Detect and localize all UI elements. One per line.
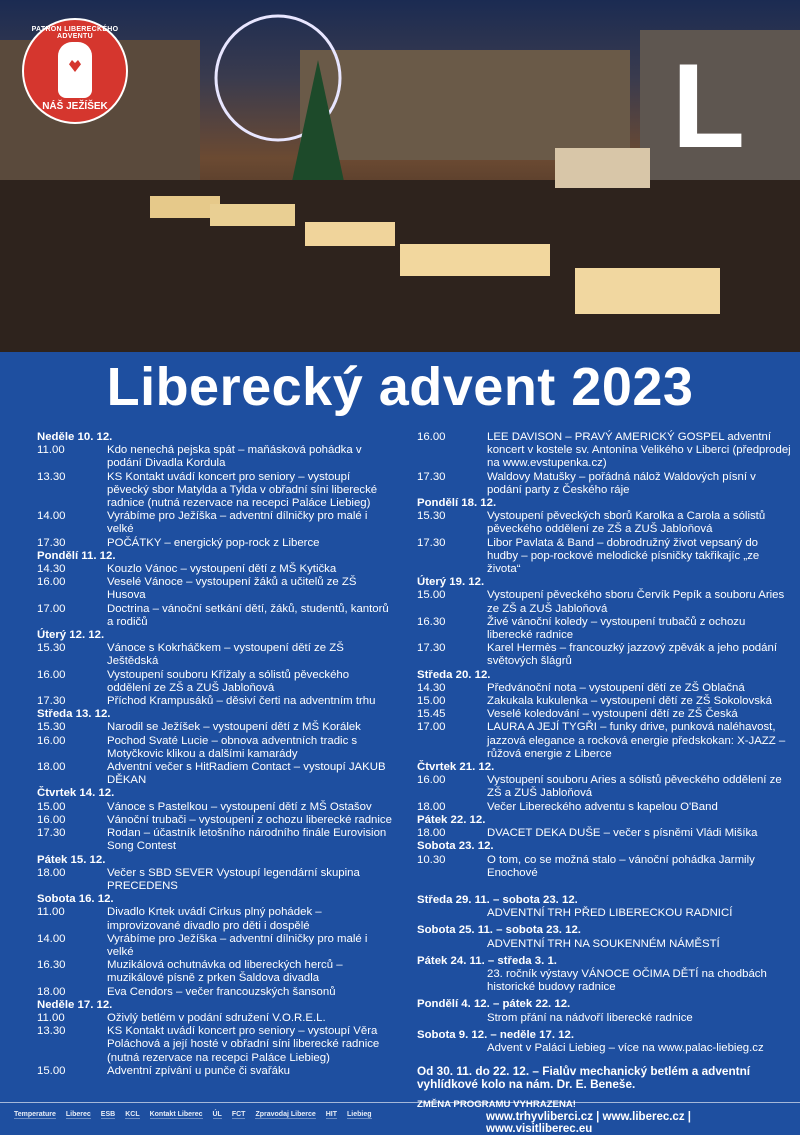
- event-time: 17.30: [37, 695, 66, 708]
- event-description: Vyrábíme pro Ježíška – adventní dílničky pro malé i velké: [107, 932, 368, 958]
- sponsor-logo: Temperature: [14, 1111, 56, 1118]
- sponsor-logo: ESB: [100, 1111, 116, 1118]
- event-description: LAURA A JEJÍ TYGŘI – funky drive, punková naléhavost, jazzová elegance a rocková energie předskokan: X-JAZZ – růžová energie z Liberce: [487, 721, 786, 760]
- event-description: Vyrábíme pro Ježíška – adventní dílničky pro malé i velké: [107, 510, 368, 536]
- day-heading: Pátek 15. 12.: [37, 853, 106, 866]
- event-description: Večer Libereckého adventu s kapelou O'Band: [487, 800, 718, 813]
- event-description: Veselé koledování – vystoupení dětí ze ZŠ Česká: [487, 708, 738, 721]
- program-event: [417, 721, 792, 761]
- event-time: 14.30: [417, 681, 446, 694]
- event-description: POČÁTKY – energický pop-rock z Liberce: [107, 536, 320, 549]
- market-description: ADVENTNÍ TRH PŘED LIBERECKOU RADNICÍ: [487, 907, 733, 920]
- event-time: 17.30: [37, 827, 66, 840]
- event-description: Vánoce s Pastelkou – vystoupení dětí z MŠ Ostašov: [107, 800, 372, 813]
- event-time: 18.00: [37, 866, 66, 879]
- event-description: KS Kontakt uvádí koncert pro seniory – vystoupí Věra Poláchová a její hosté v obřadní síni liberecké radnice (nutná rezervace na recepci Paláce Liebieg): [107, 1025, 380, 1064]
- event-time: 14.00: [37, 510, 66, 523]
- event-time: 11.00: [37, 1011, 65, 1024]
- event-description: Eva Cendors – večer francouzských šansonů: [107, 985, 336, 998]
- event-time: 17.30: [417, 642, 446, 655]
- event-time: 13.30: [37, 470, 66, 483]
- event-time: 15.00: [417, 695, 446, 708]
- sponsor-logo: ÚL: [212, 1111, 222, 1118]
- sponsor-logo: Liberec: [65, 1111, 91, 1118]
- event-time: 15.30: [37, 642, 66, 655]
- day-heading: Pondělí 11. 12.: [37, 549, 116, 562]
- event-description: Kdo nenechá pejska spát – maňásková pohádka v podání Divadla Kordula: [107, 444, 362, 470]
- market-dates: Sobota 9. 12. – neděle 17. 12.: [417, 1028, 575, 1041]
- program-event: [417, 695, 792, 708]
- day-heading: Pátek 22. 12.: [417, 813, 486, 826]
- program-event: [37, 933, 392, 959]
- event-time: 15.00: [417, 589, 446, 602]
- program-event: [417, 431, 792, 471]
- program-event: [417, 854, 792, 880]
- sponsor-logo: Zpravodaj Liberce: [255, 1111, 316, 1118]
- event-description: KS Kontakt uvádí koncert pro seniory – vystoupí pěvecký sbor Matylda a Tylda v obřadní síni liberecké radnice (nutná rezervace na recepci Paláce Liebieg): [107, 470, 378, 510]
- event-description: Večer s SBD SEVER Vystoupí legendární skupina PRECEDENS: [107, 866, 360, 892]
- event-description: LEE DAVISON – PRAVÝ AMERICKÝ GOSPEL adventní koncert v kostele sv. Antonína Velikého v Liberci (předprodej na www.evstupenka.cz): [487, 431, 791, 470]
- event-time: 15.00: [37, 800, 66, 813]
- program-event: [37, 444, 392, 470]
- event-description: Karel Hermès – francouzký jazzový zpěvák a jeho podání světových šlágrů: [487, 642, 777, 668]
- event-description: Pochod Svaté Lucie – obnova adventních tradic s Motyčkovic klikou a dalšími kamarády: [107, 734, 358, 760]
- footer-websites[interactable]: www.trhyvliberci.cz | www.liberec.cz | www.visitliberec.eu: [486, 1111, 691, 1135]
- event-time: 14.00: [37, 932, 66, 945]
- program-event: [417, 471, 792, 497]
- market-description: Strom přání na nádvoří liberecké radnice: [487, 1011, 693, 1024]
- event-time: 15.00: [37, 1064, 66, 1077]
- event-description: Muzikálová ochutnávka od libereckých herců – muzikálové písně z prken Šaldova divadla: [107, 959, 343, 985]
- program-event: [37, 1065, 392, 1078]
- event-description: Waldovy Matušky – pořádná nálož Waldových písní v podání party z Českého ráje: [487, 470, 756, 496]
- program-event: [37, 576, 392, 602]
- event-description: Doctrina – vánoční setkání dětí, žáků, studentů, kantorů a rodičů: [107, 602, 389, 628]
- event-description: DVACET DEKA DUŠE – večer s písněmi Vládi Mišíka: [487, 827, 758, 840]
- event-time: 18.00: [37, 985, 66, 998]
- event-time: 17.30: [417, 536, 446, 549]
- program-event: [417, 537, 792, 577]
- event-time: 16.00: [37, 576, 66, 589]
- event-description: Adventní večer s HitRadiem Contact – vystoupí JAKUB DĚKAN: [107, 761, 386, 787]
- sponsor-logo: HIT: [325, 1111, 338, 1118]
- event-time: 18.00: [417, 800, 446, 813]
- day-heading: Čtvrtek 14. 12.: [37, 787, 115, 800]
- program-event: [37, 563, 392, 576]
- event-time: 16.00: [417, 431, 446, 443]
- day-heading: Úterý 19. 12.: [417, 576, 485, 589]
- market-description: Advent v Paláci Liebieg – více na www.palac-liebieg.cz: [487, 1041, 764, 1054]
- program-event: [37, 721, 392, 734]
- program-right-column: [417, 431, 792, 1111]
- event-description: Vystoupení pěveckého sboru Červík Pepík a souboru Aries ze ZŠ a ZUŠ Jabloňová: [487, 589, 785, 615]
- event-time: 16.30: [417, 615, 446, 628]
- event-description: Zakukala kukulenka – vystoupení dětí ze ZŠ Sokolovská: [487, 695, 772, 708]
- event-time: 11.00: [37, 444, 65, 457]
- event-description: Adventní zpívání u punče či svařáku: [107, 1064, 290, 1077]
- program-event: [37, 1025, 392, 1065]
- program-event: [417, 827, 792, 840]
- page-title: Liberecký advent 2023: [106, 357, 694, 417]
- program-event: [37, 471, 392, 511]
- liberec-brand-letter: L: [671, 39, 745, 173]
- betlem-notice: Od 30. 11. do 22. 12. – Fialův mechanický betlém a adventní vyhlídkové kolo na nám. Dr. E. Beneše.: [417, 1064, 751, 1092]
- day-heading: Sobota 23. 12.: [417, 840, 494, 853]
- program-event: [417, 589, 792, 615]
- event-description: Vánoce s Kokrháčkem – vystoupení dětí ze ZŠ Ještědská: [107, 642, 344, 668]
- program-change-notice: ZMĚNA PROGRAMU VYHRAZENA!: [417, 1098, 577, 1110]
- program-event: [37, 510, 392, 536]
- event-time: 17.30: [37, 536, 66, 549]
- program-event: [37, 735, 392, 761]
- program-event: [37, 537, 392, 550]
- event-time: 17.30: [417, 470, 446, 483]
- event-time: 16.30: [37, 959, 66, 972]
- event-time: 15.45: [417, 708, 446, 721]
- event-time: 17.00: [37, 602, 66, 615]
- market-dates: Pátek 24. 11. – středa 3. 1.: [417, 954, 557, 967]
- program-event: [37, 603, 392, 629]
- logo-top-text: PATRON LIBERECKÉHO ADVENTU: [31, 26, 119, 40]
- sponsor-logo: FCT: [231, 1111, 246, 1118]
- program-event: [37, 669, 392, 695]
- day-heading: Úterý 12. 12.: [37, 629, 105, 642]
- logo-bottom-text: NÁŠ JEŽÍŠEK: [42, 101, 108, 112]
- day-heading: Středa 20. 12.: [417, 668, 491, 681]
- day-heading: Pondělí 18. 12.: [417, 497, 497, 510]
- event-description: Příchod Krampusáků – děsiví čerti na adventním trhu: [107, 695, 376, 708]
- program-event: [37, 827, 392, 853]
- footer: [0, 1102, 800, 1135]
- sponsor-logos: [14, 1111, 372, 1119]
- event-description: Libor Pavlata & Band – dobrodružný život vepsaný do hudby – pop-rockové melodické písničky takřikajíc „ze života“: [487, 536, 760, 576]
- program-event: [37, 906, 392, 932]
- event-time: 11.00: [37, 906, 65, 919]
- nas-jezisek-logo: [22, 18, 128, 124]
- market-dates: Pondělí 4. 12. – pátek 22. 12.: [417, 998, 571, 1011]
- program-event: [417, 510, 792, 536]
- day-heading: Sobota 16. 12.: [37, 893, 114, 906]
- event-time: 16.00: [37, 813, 66, 826]
- day-heading: Čtvrtek 21. 12.: [417, 761, 495, 774]
- market-description: ADVENTNÍ TRH NA SOUKENNÉM NÁMĚSTÍ: [487, 937, 720, 950]
- event-description: Rodan – účastník letošního národního finále Eurovision Song Contest: [107, 827, 387, 853]
- event-time: 13.30: [37, 1025, 66, 1038]
- event-time: 16.00: [37, 668, 66, 681]
- event-description: Divadlo Krtek uvádí Cirkus plný pohádek – improvizované divadlo pro děti i dospělé: [107, 906, 322, 932]
- market-dates: Sobota 25. 11. – sobota 23. 12.: [417, 924, 581, 937]
- program-event: [37, 801, 392, 814]
- event-description: Vystoupení souboru Křížaly a sólistů pěveckého oddělení ze ZŠ a ZUŠ Jabloňová: [107, 668, 350, 694]
- event-time: 18.00: [37, 761, 66, 774]
- jezisek-figure-icon: [58, 42, 92, 98]
- event-description: Předvánoční nota – vystoupení dětí ze ZŠ Oblačná: [487, 681, 745, 694]
- program-event: [417, 708, 792, 721]
- program-event: [37, 986, 392, 999]
- event-description: Vystoupení souboru Aries a sólistů pěveckého oddělení ze ZŠ a ZUŠ Jabloňová: [487, 774, 782, 800]
- event-description: Veselé Vánoce – vystoupení žáků a učitelů ze ZŠ Husova: [107, 576, 357, 602]
- event-time: 16.00: [37, 734, 66, 747]
- program-event: [37, 1012, 392, 1025]
- program-event: [417, 642, 792, 668]
- event-time: 17.00: [417, 721, 446, 734]
- program-event: [37, 695, 392, 708]
- program-event: [417, 801, 792, 814]
- event-time: 18.00: [417, 827, 446, 840]
- sponsor-logo: Kontakt Liberec: [149, 1111, 203, 1118]
- event-description: Vánoční trubači – vystoupení z ochozu liberecké radnice: [107, 813, 392, 826]
- market-dates: Středa 29. 11. – sobota 23. 12.: [417, 893, 578, 906]
- program-left-column: [37, 431, 392, 1078]
- event-description: O tom, co se možná stalo – vánoční pohádka Jarmily Enochové: [487, 853, 755, 879]
- program-event: [37, 814, 392, 827]
- sponsor-logo: Liebieg: [347, 1111, 372, 1118]
- event-time: 15.30: [417, 510, 446, 523]
- event-description: Narodil se Ježíšek – vystoupení dětí z MŠ Korálek: [107, 721, 361, 734]
- event-time: 10.30: [417, 853, 446, 866]
- event-description: Oživlý betlém v podání sdružení V.O.R.E.L.: [107, 1011, 326, 1024]
- program-event: [37, 959, 392, 985]
- event-time: 16.00: [417, 774, 446, 787]
- program-event: [37, 761, 392, 787]
- event-description: Vystoupení pěveckých sborů Karolka a Carola a sólistů pěveckého oddělení ze ZŠ a ZUŠ Jabloňová: [487, 510, 766, 536]
- day-heading: Neděle 10. 12.: [37, 431, 113, 443]
- program-event: [37, 867, 392, 893]
- event-description: Kouzlo Vánoc – vystoupení dětí z MŠ Kytička: [107, 563, 337, 576]
- program-event: [37, 642, 392, 668]
- program-event: [417, 682, 792, 695]
- program-event: [417, 774, 792, 800]
- event-time: 15.30: [37, 721, 66, 734]
- program-event: [417, 616, 792, 642]
- sponsor-logo: KCL: [125, 1111, 140, 1118]
- market-description: 23. ročník výstavy VÁNOCE OČIMA DĚTÍ na chodbách historické budovy radnice: [487, 967, 767, 994]
- day-heading: Neděle 17. 12.: [37, 998, 113, 1011]
- event-description: Živé vánoční koledy – vystoupení trubačů z ochozu liberecké radnice: [487, 615, 746, 642]
- event-time: 14.30: [37, 563, 66, 576]
- day-heading: Středa 13. 12.: [37, 708, 111, 721]
